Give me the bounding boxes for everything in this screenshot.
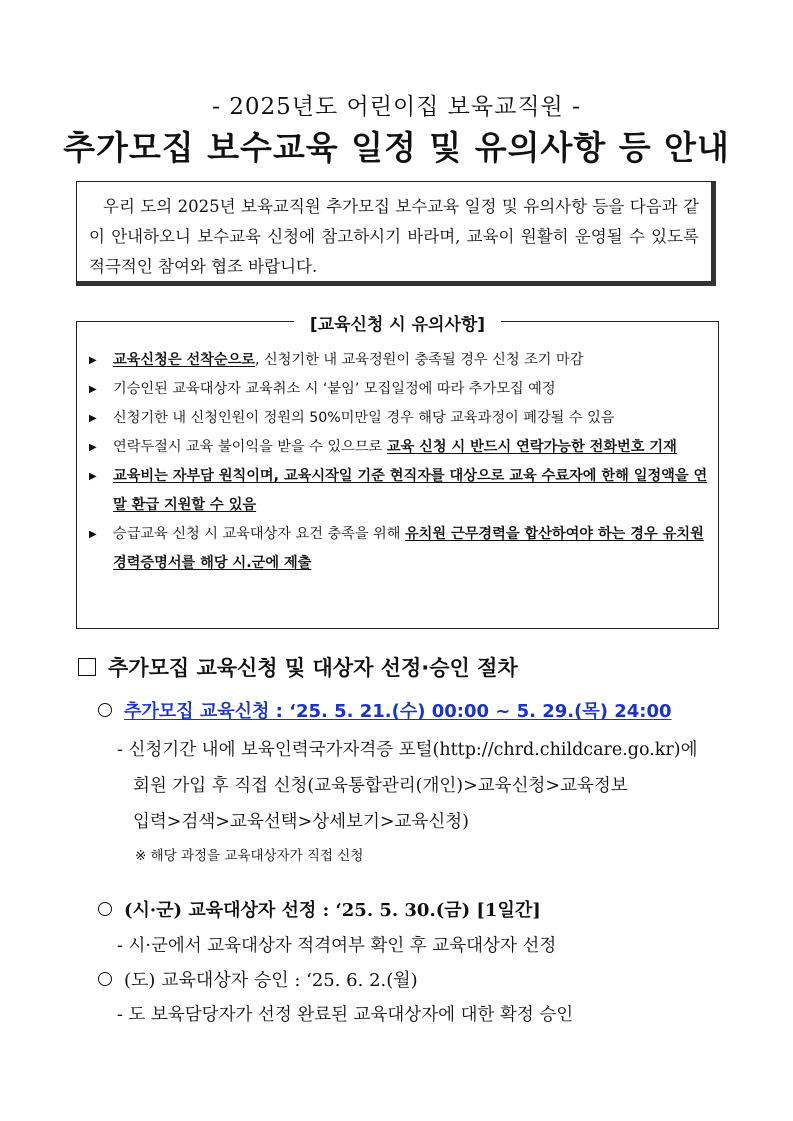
notice-item-emphasis: 교육신청은 선착순으로 xyxy=(113,352,255,368)
notice-item-text: 승급교육 신청 시 교육대상자 요건 충족을 위해 xyxy=(113,526,405,542)
step3-label: (도) 교육대상자 승인 : ‘25. 6. 2.(월) xyxy=(124,970,418,991)
step1-detail-line2: 회원 가입 후 직접 신청(교육통합관리(개인)>교육신청>교육정보 xyxy=(133,776,628,796)
square-bullet-icon xyxy=(78,658,96,676)
notice-item xyxy=(87,375,712,404)
triangle-bullet-icon: ▶ xyxy=(89,529,97,540)
triangle-bullet-icon: ▶ xyxy=(89,442,97,453)
step3-detail: - 도 보육담당자가 선정 완료된 교육대상자에 대한 확정 승인 xyxy=(117,1005,574,1025)
circle-bullet-icon xyxy=(98,972,112,986)
notice-item-emphasis: 교육 신청 시 반드시 연락가능한 전화번호 기재 xyxy=(386,439,677,455)
intro-box xyxy=(76,181,716,286)
intro-text: 우리 도의 2025년 보육교직원 추가모집 보수교육 일정 및 유의사항 등을 다음과 같이 안내하오니 보수교육 신청에 참고하시기 바라며, 교육이 원활히 운영될 수 있도록 적극적인 참여와 협조 바랍니다. xyxy=(89,197,699,276)
notice-item xyxy=(87,404,712,433)
triangle-bullet-icon: ▶ xyxy=(89,355,97,366)
triangle-bullet-icon: ▶ xyxy=(89,471,97,482)
step1-note: ※ 해당 과정을 교육대상자가 직접 신청 xyxy=(135,848,364,864)
notice-item-text: , 신청기한 내 교육정원이 충족될 경우 신청 조기 마감 xyxy=(255,352,584,368)
step1-detail-line1: - 신청기간 내에 보육인력국가자격증 포털(http://chrd.childcare.go.kr)에 xyxy=(117,740,698,760)
circle-bullet-icon xyxy=(98,703,112,717)
notice-item xyxy=(87,462,712,520)
step1-label: 추가모집 교육신청 : ‘25. 5. 21.(수) 00:00 ~ 5. 29.(목) 24:00 xyxy=(124,701,672,722)
circle-bullet-icon xyxy=(98,902,112,916)
notice-box xyxy=(76,315,719,629)
triangle-bullet-icon: ▶ xyxy=(89,384,97,395)
step2-row xyxy=(98,896,541,922)
document-title: 추가모집 보수교육 일정 및 유의사항 등 안내 xyxy=(63,128,730,167)
step3-row xyxy=(98,966,418,992)
notice-item-emphasis: 유치원 근무경력을 합산하여야 하는 경우 유치원 경력증명서를 해당 시.군에 제출 xyxy=(113,526,704,571)
step2-label: (시·군) 교육대상자 선정 : ‘25. 5. 30.(금) [1일간] xyxy=(124,900,541,921)
notice-item-text: 연락두절시 교육 불이익을 받을 수 있으므로 xyxy=(113,439,387,455)
notice-item-text: 기승인된 교육대상자 교육취소 시 ‘붙임’ 모집일정에 따라 추가모집 예정 xyxy=(113,381,556,397)
section-heading-wrap xyxy=(78,652,518,682)
notice-item xyxy=(87,346,712,375)
notice-item xyxy=(87,433,712,462)
notice-title: [교육신청 시 유의사항] xyxy=(294,315,501,335)
document-subtitle: - 2025년도 어린이집 보육교직원 - xyxy=(212,94,581,120)
step2-detail: - 시·군에서 교육대상자 적격여부 확인 후 교육대상자 선정 xyxy=(117,936,557,956)
notice-item-text: 신청기한 내 신청인원이 정원의 50%미만일 경우 해당 교육과정이 폐강될 수 있음 xyxy=(113,410,615,426)
notice-title-wrap xyxy=(77,310,718,335)
notice-item xyxy=(87,520,712,578)
section-heading: 추가모집 교육신청 및 대상자 선정·승인 절차 xyxy=(108,656,518,680)
step1-detail-line3: 입력>검색>교육선택>상세보기>교육신청) xyxy=(133,812,469,832)
notice-list xyxy=(87,346,712,578)
step1-row xyxy=(98,697,672,723)
triangle-bullet-icon: ▶ xyxy=(89,413,97,424)
notice-item-emphasis: 교육비는 자부담 원칙이며, 교육시작일 기준 현직자를 대상으로 교육 수료자에 한해 일정액을 연말 환급 지원할 수 있음 xyxy=(113,468,708,513)
